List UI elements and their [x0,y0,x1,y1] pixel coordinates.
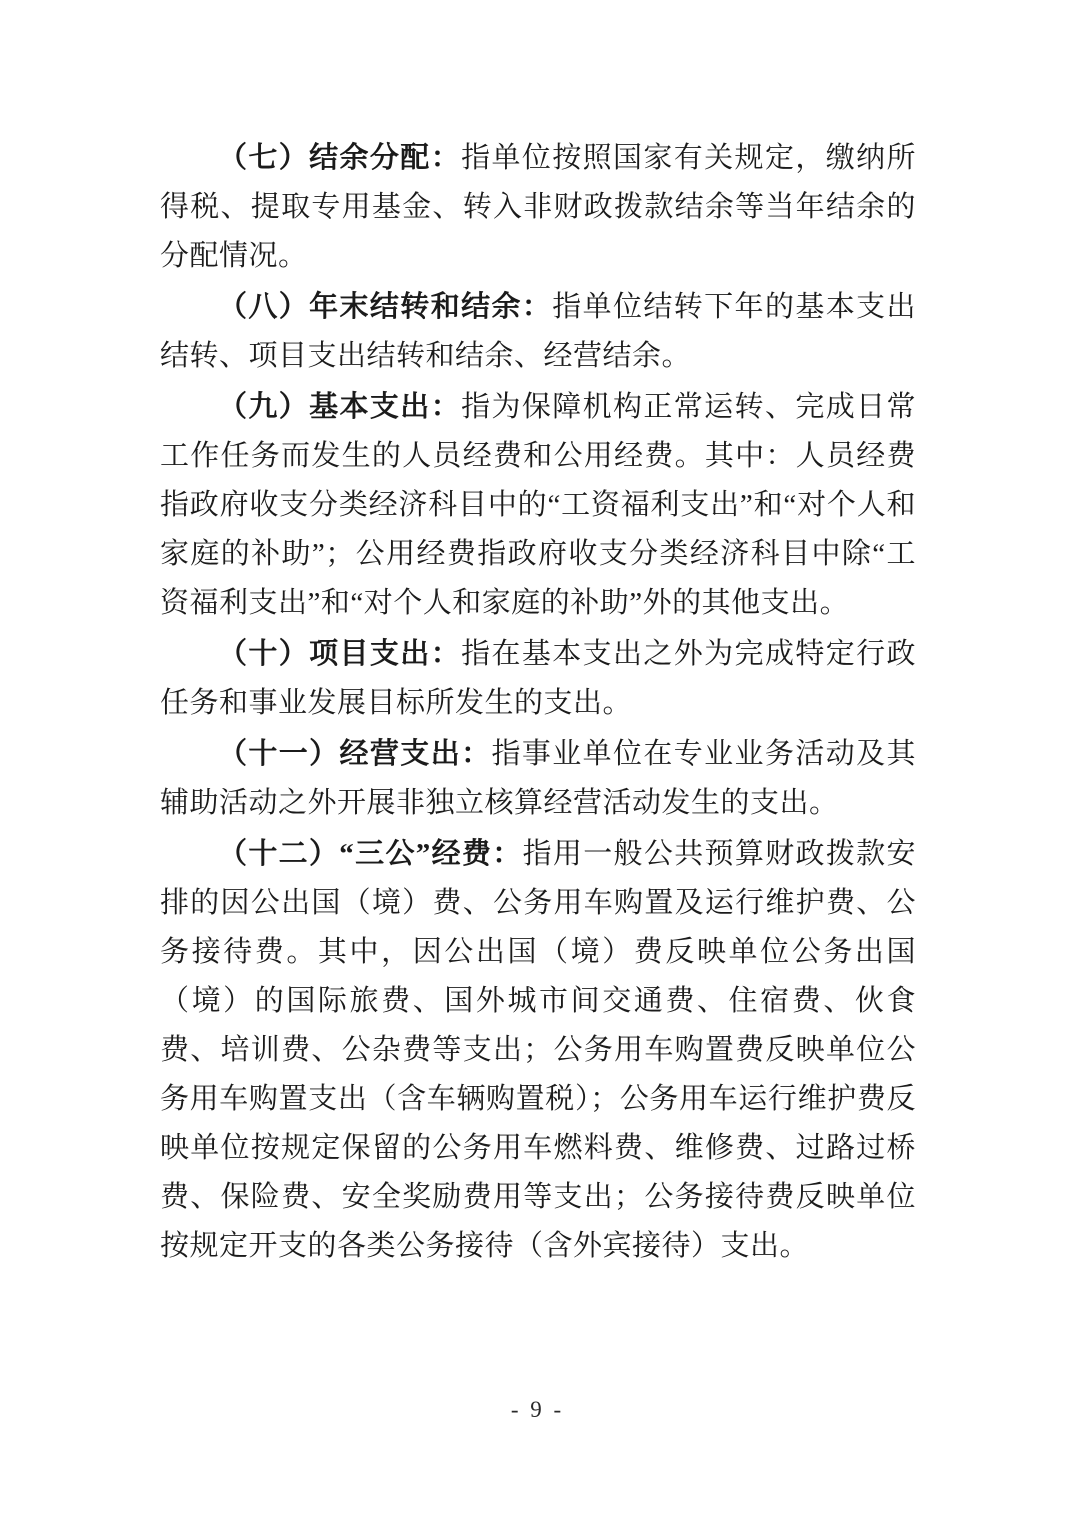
paragraph-11-operating-expenditure [160,730,916,828]
paragraph-lead: （十）项目支出： [218,638,462,670]
paragraph-body: 指为保障机构正常运转、完成日常工作任务而发生的人员经费和公用经费。其中：人员经费指政府收支分类经济科目中的“工资福利支出”和“对个人和家庭的补助”；公用经费指政府收支分类经济科目中除“工资福利支出”和“对个人和家庭的补助”外的其他支出。 [160,391,916,619]
paragraph-lead: （七）结余分配： [218,142,462,174]
paragraph-9-basic-expenditure [160,383,916,628]
paragraph-lead: （八）年末结转和结余： [218,291,553,323]
paragraph-body: 指在基本支出之外为完成特定行政任务和事业发展目标所发生的支出。 [160,638,916,719]
document-body [160,134,916,1273]
paragraph-lead: （九）基本支出： [218,391,462,423]
page-number: - 9 - [510,1397,565,1422]
paragraph-body: 指单位按照国家有关规定，缴纳所得税、提取专用基金、转入非财政拨款结余等当年结余的分配情况。 [160,142,916,272]
paragraph-body: 指用一般公共预算财政拨款安排的因公出国（境）费、公务用车购置及运行维护费、公务接待费。其中，因公出国（境）费反映单位公务出国（境）的国际旅费、国外城市间交通费、住宿费、伙食费、培训费、公杂费等支出；公务用车购置费反映单位公务用车购置支出（含车辆购置税）；公务用车运行维护费反映单位按规定保留的公务用车燃料费、维修费、过路过桥费、保险费、安全奖励费用等支出；公务接待费反映单位按规定开支的各类公务接待（含外宾接待）支出。 [160,838,916,1262]
paragraph-7-surplus-distribution [160,134,916,281]
paragraph-12-three-public-funds [160,830,916,1271]
paragraph-8-year-end-carryover [160,283,916,381]
paragraph-10-project-expenditure [160,630,916,728]
paragraph-body: 指单位结转下年的基本支出结转、项目支出结转和结余、经营结余。 [160,291,916,372]
paragraph-lead: （十二）“三公”经费： [218,838,523,870]
page-footer [0,1396,1075,1424]
paragraph-lead: （十一）经营支出： [218,738,492,770]
paragraph-body: 指事业单位在专业业务活动及其辅助活动之外开展非独立核算经营活动发生的支出。 [160,738,916,819]
